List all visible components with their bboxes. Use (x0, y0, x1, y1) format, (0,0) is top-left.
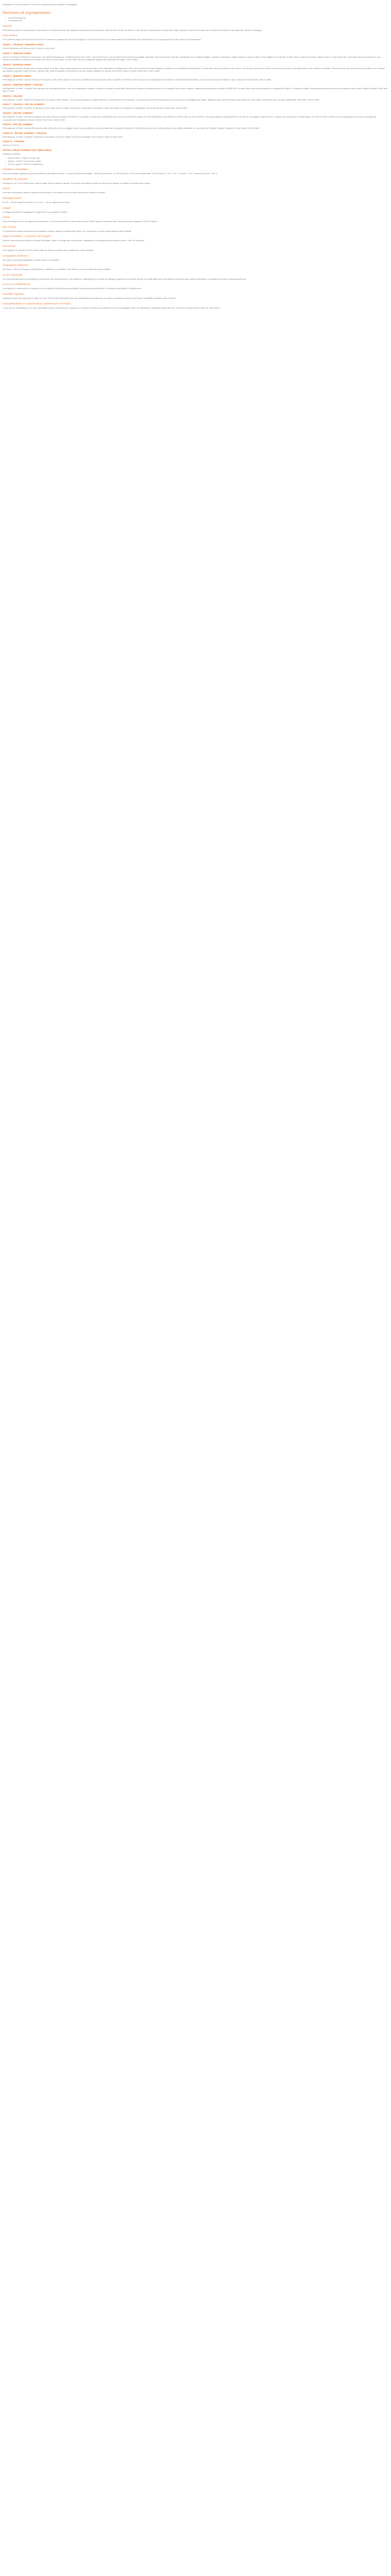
compagnies-text-2: Air France, Iberia, Air Europa, LATAM Airlines, Lufthansa ou similaires. Vols directs ou avec escale selon disponibilités. (3, 268, 111, 271)
itinerary (3, 43, 388, 147)
hotels-intro: Catégorie standard : (3, 152, 22, 155)
savoir-text: Le montant des taxes aériennes est susceptible d'évoluer jusqu'à l'émission des billets. Les horaires de vol sont communiqués à titre indicatif. (3, 229, 132, 232)
day-text: Petit déjeuner à l'hôtel. Journée libre pour profiter de la ville et de ses plages. Nous vous conseillons une promenade dans le quartier bohème de Santa Teresa avec ses ruelles pavées et ses ateliers d'artistes, ou une visite de l'escalier Selarón. Déjeuner et dîner libres. Nuit à l'hôtel. (3, 127, 260, 130)
day-title: JOUR 5 : BUENOS AIRES > IGUAZU (3, 83, 43, 86)
day-title: JOUR 11 : FRANCE (3, 140, 25, 143)
inclus-title: Vous aimerez (3, 35, 18, 38)
hotels-title: HÔTELS SÉLECTIONNÉS (OU SIMILAIRES) (3, 148, 52, 151)
list-item: • Iguazu : Hotel 3* proche des chutes (6, 160, 388, 163)
day-block (3, 94, 388, 101)
list-item: • Buenos Aires : Hotel 3* centre-ville (6, 157, 388, 160)
day-block (3, 140, 388, 147)
day-title: JOUR 10 : RIO DE JANEIRO > FRANCE (3, 131, 47, 134)
day-title: JOUR 7 : IGUAZU > RIO DE JANEIRO (3, 103, 45, 106)
day-block (3, 52, 388, 61)
decalage-text: En été : -5h par rapport à la France. En hiver : -4h par rapport à la France. (3, 201, 71, 204)
day-block (3, 83, 388, 93)
day-block (3, 111, 388, 121)
decalage-title: Décalage horaire (3, 197, 22, 200)
day-block (3, 63, 388, 73)
conditions-title: Conditions d'annulation (3, 168, 28, 172)
day-block (3, 43, 388, 50)
prix-pas-title: Ce prix ne comprend pas (3, 283, 30, 286)
option-title: Option Facultative : Assistance VIP Aéroport (3, 235, 52, 239)
list-item: • Guide francophone (6, 16, 388, 20)
list-item: • Enregistrement (6, 19, 388, 22)
conditions-text: Frais d'annulation appliqués selon les conditions générales de vente : à plus de 30 jours du départ : 150 € par personne ; de 30 à 21 jours : 25 % du montant total ; de 20 à 8 jours : 50 % ; de 7 à 2 jours : 75 % ; moins de 2 jours : 100 %. (3, 172, 218, 175)
conciergerie-text: Un service de conciergerie est à votre disposition avant et pendant votre voyage pour répondre à toutes vos questions et vous accompagner dans vos démarches. Assistance disponible 7j/7 et 24h/24 pendant toute la durée de votre séjour. (3, 306, 221, 309)
formalites-text: Passeport valide six mois après la date de retour. Pas de visa nécessaire pour les ressortissants français pour un séjour touristique de moins de 90 jours. Formalités identiques pour le Brésil. (3, 296, 176, 299)
day-text: Petit déjeuner à l'hôtel. Transfert à l'aéroport et envol pour Rio de Janeiro. Accueil par votre guide et transfert à votre hôtel situé sur la plage de Copacabana. Fin de journée libre. Dîner libre. Nuit à l'hôtel. (3, 107, 188, 110)
modalites-title: Modalités de paiement (3, 178, 28, 181)
services-list (6, 16, 388, 22)
prix-comprend-title: Ce prix comprend (3, 274, 22, 277)
day-block (3, 103, 388, 110)
vols-text: Vols réguliers au départ de Paris. Autres villes de départ possibles avec supplément, nous consulter. (3, 249, 94, 251)
day-title: JOUR 1 : FRANCE > BUENOS AIRES (3, 43, 44, 46)
day-text: Petit déjeuner à l'hôtel. Départ pour la visite guidée de la ville. Vous commencerez par la Plaza de Mayo, cœur historique et politique de la ville, où se trouvent la Casa Rosada, le Cabildo et la cathédrale métropolitaine. Continuation vers le quartier de San Telmo, l'un des plus anciens de la ville, avec ses rues pavées, ses antiquaires et ses maisons coloniales. Puis découverte de La Boca et de sa célèbre rue Caminito aux façades colorées. Déjeuner libre. L'après-midi, visite du quartier de Recoleta et de son célèbre cimetière où repose Eva Perón. Retour à l'hôtel. Dîner libre. Nuit à l'hôtel. (3, 66, 385, 73)
conciergerie-title: CONCIERGERIE ET ASSISTANCE CARREFOUR VOYAGES (3, 302, 71, 306)
vols-title: Vols prévus (3, 245, 15, 248)
day-title: JOUR 9 : RIO DE JANEIRO (3, 123, 33, 126)
day-title: JOUR 3 : BUENOS AIRES (3, 63, 31, 66)
day-block (3, 123, 388, 130)
day-text: Arrivée à l'aéroport d'Ezeiza et accueil par notre guide francophone. Transfert jusqu'à votre hôtel. Journée libre pour une première découverte de la capitale argentine. Buenos Aires est une ville cosmopolite aux multiples visages : quartiers historiques, larges avenues, parcs et cafés. Entre tradition et modernité, la ville vibre au rythme du tango. Déjeuner libre. En fin de journée, rencontre avec votre guide qui vous donnera de précieux conseils pour profiter au mieux de votre séjour. Le soir, dîner dans un restaurant typique avec spectacle de tango. Nuit à l'hôtel. (3, 55, 381, 61)
menus-title: Menus (3, 188, 10, 191)
day-text: Petit déjeuner à l'hôtel. Départ à la découverte des chutes côté brésilien : une vue panoramique exceptionnelle sur l'ensemble des 275 cascades. Une passerelle permet de s'approcher au plus près de la Garganta del Diablo. Déjeuner libre. Après-midi libre pour profiter de votre hôtel ou effectuer une excursion optionnelle. Dîner libre. Nuit à l'hôtel. (3, 98, 320, 101)
day-text: Petit déjeuner à l'hôtel. Transfert vers l'aéroport de Buenos Aires pour votre vol à destination d'Iguazu. Accueil et transfert à votre hôtel. Après-midi consacré à la découverte du côté argentin des chutes d'Iguazu, classées au patrimoine mondial de l'UNESCO. Un petit train vous mènera jusqu'à la Garganta del Diablo, la Gorge du Diable, impressionnant point de vue sur la puissance des chutes. Retour à l'hôtel. Dîner libre. Nuit à l'hôtel. (3, 87, 388, 93)
modalites-text: Acompte de 30 % à la réservation, solde à régler 30 jours avant le départ. Pour toute réservation à moins de 30 jours du départ, la totalité du montant sera exigée. (3, 181, 151, 184)
inclus-text: Un condensé original de Buenos Aires et Rio de Janeiro en passant par les chutes d'Iguazu. Un circuit actuel pour une découverte en toute liberté. Des temps libres pour vous approprier à votre rythme les villes étapes. (3, 38, 202, 41)
day-text: Arrivée en France. (3, 144, 20, 147)
day-text: Petit déjeuner à l'hôtel. Journée libre pour découvrir la ville à votre rythme. Nous vous conseillons une promenade dans le quartier de Palermo avec ses parcs, ses boutiques de créateurs et ses restaurants branchés, ou une excursion dans le delta du Tigre. Déjeuner et dîner libres. Nuit à l'hôtel. (3, 78, 272, 81)
resume-text: Entre envies privées et temps libres, vous partirez à la découverte de deux grandes métropoles aux ambiances : Buenos Aires et Rio de Janeiro. Entre les deux, petite pause au bout des chutes d'Iguazu, une des merveilles de la nature à la frontière entre Argentine, Brésil et Paraguay. (3, 28, 262, 31)
prix-comprend-text: Les vols internationaux et domestiques mentionnés, les taxes aériennes, les transferts, l'hébergement en hôtels de catégorie standard en chambre double, les petits déjeuners, les visites mentionnées avec guide francophone, l'assistance de notre correspondant local. (3, 277, 247, 280)
compagnies-title: Compagnies aériennes : (3, 255, 29, 258)
menus-text: Les repas mentionnés dans le programme sont inclus. Les boissons ne sont pas incluses sauf mention contraire. (3, 191, 106, 194)
day-title: JOUR 8 : RIO DE JANEIRO (3, 111, 33, 114)
hotels-list (6, 157, 388, 165)
day-title: JOUR 4 : BUENOS AIRES (3, 74, 31, 77)
day-title: JOUR 2 : BUENOS AIRES (3, 52, 31, 55)
day-text: Petit déjeuner à l'hôtel. Transfert à l'aéroport international de Rio de Janeiro et envol à destination de la France. Dîner et nuit à bord. (3, 135, 123, 138)
day-title: JOUR 6 : IGUAZU (3, 94, 23, 97)
day-text: Petit déjeuner à l'hôtel. Journée consacrée à la visite de Rio de Janeiro. Montée au Corcovado en petit train à crémaillère pour découvrir la célèbre statue du Christ Rédempteur qui domine la ville du haut de ses 38 mètres. Vue panoramique exceptionnelle sur la baie de Guanabara. Déjeuner libre. L'après-midi, ascension en téléphérique au Pain de Sucre, offrant une vue magnifique sur la baie, les plages de Copacabana et d'Ipanema. Retour à l'hôtel. Dîner libre. Nuit à l'hôtel. (3, 115, 377, 121)
page (3, 3, 388, 309)
compagnies-text: Air France, Aerolineas Argentinas, LATAM, Iberia ou similaires. (3, 258, 60, 261)
climat-title: Climat (3, 216, 10, 219)
day-text: Envol à destination de Buenos Aires. Dîner et nuit à bord. (3, 46, 55, 49)
option-text: Service d'accueil personnalisé à l'aéroport de départ : prise en charge dès votre arrivée, assistance à l'enregistrement et accès au salon. Tarif sur demande. (3, 239, 145, 242)
savoir-title: Bon à savoir (3, 226, 17, 229)
resume-title: Résumé (3, 25, 12, 28)
prix-pas-text: Les repas non mentionnés, les boissons, les pourboires, les dépenses personnelles, les excursions optionnelles, l'assurance annulation et rapatriement. (3, 287, 142, 290)
day-block (3, 74, 388, 81)
langue-text: La langue officielle est l'espagnol en Argentine et le portugais au Brésil. (3, 210, 68, 213)
langue-title: Langue (3, 207, 11, 210)
list-item: • Rio de Janeiro : Hotel 3* Copacabana (6, 163, 388, 166)
services-title: Services et équipements (3, 10, 51, 15)
formalites-title: Formalité Argentine (3, 293, 24, 296)
compagnies-title-2: Compagnies aériennes : (3, 264, 29, 267)
intro-text: Description Ce prix comprend / Ce prix ne comprend pas Formalités Conciergerie (3, 3, 77, 6)
climat-text: Dans l'hémisphère sud, les saisons sont inversées. L'été austral s'étend de décembre à mars. Climat tempéré à Buenos Aires, tropical humide à Iguazu et Rio de Janeiro. (3, 220, 158, 223)
day-block (3, 131, 388, 139)
